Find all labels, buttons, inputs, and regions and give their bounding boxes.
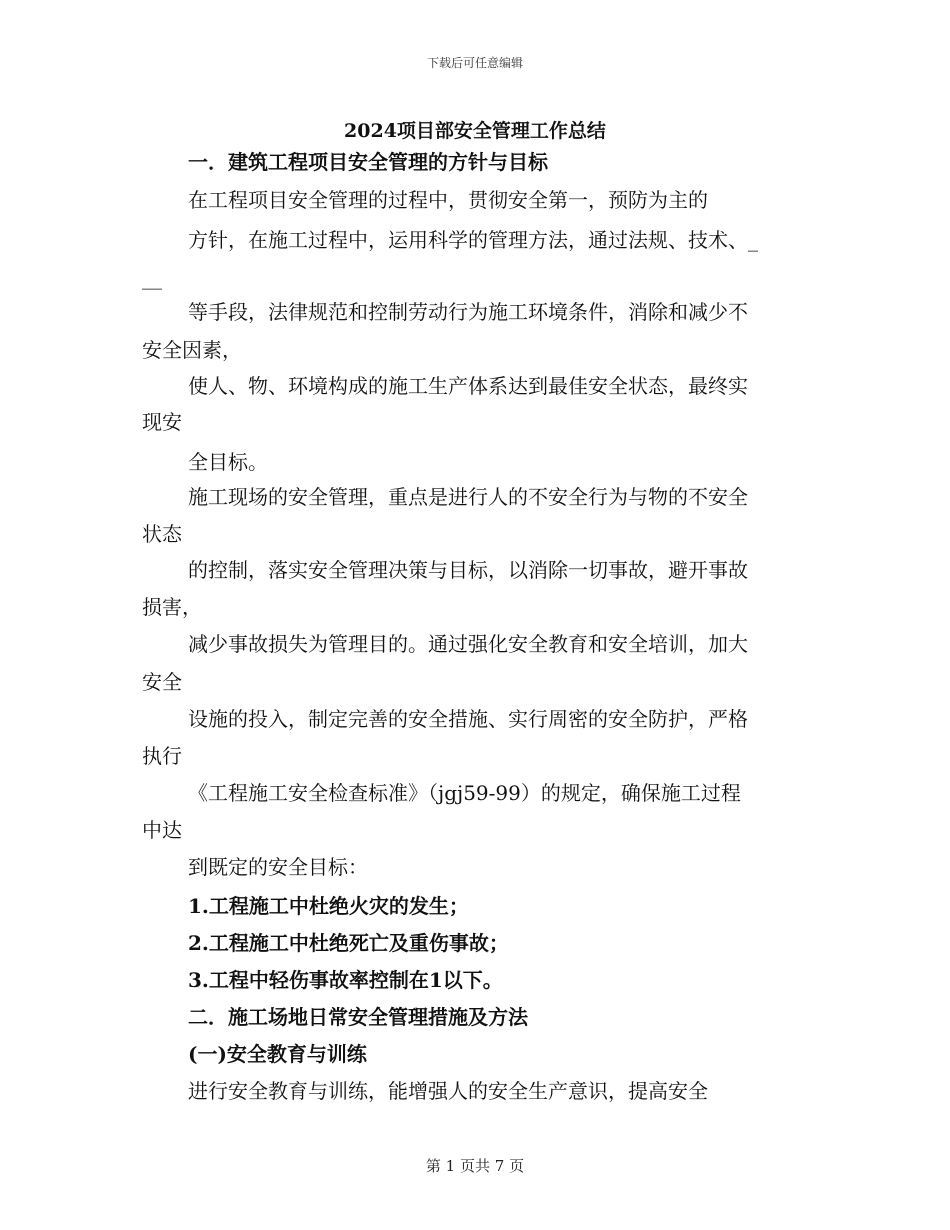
paragraph-line: 在工程项目安全管理的过程中，贯彻安全第一，预防为主的 [188,188,708,212]
paragraph-line: 等手段，法律规范和控制劳动行为施工环境条件，消除和减少不 [188,300,748,324]
paragraph-line: 的控制，落实安全管理决策与目标，以消除一切事故，避开事故 [188,558,748,582]
goal-item: 2.工程施工中杜绝死亡及重伤事故； [188,931,509,955]
paragraph-line: 进行安全教育与训练，能增强人的安全生产意识，提高安全 [188,1079,708,1103]
paragraph-line: 全目标。 [188,450,268,474]
paragraph-line: 损害， [142,595,202,619]
paragraph-line: 到既定的安全目标： [188,855,368,879]
paragraph-line: 《工程施工安全检查标准》（jgj59-99）的规定，确保施工过程 [188,781,741,805]
goal-item: 3.工程中轻伤事故率控制在1以下。 [188,968,503,992]
paragraph-line: 使人、物、环境构成的施工生产体系达到最佳安全状态，最终实 [188,374,748,398]
section-heading-2: 二．施工场地日常安全管理措施及方法 [188,1005,528,1029]
header-note: 下载后可任意编辑 [426,56,523,70]
paragraph-line: 执行 [142,744,182,768]
section-heading-1: 一．建筑工程项目安全管理的方针与目标 [188,150,548,174]
goal-item: 1.工程施工中杜绝火灾的发生； [188,894,469,918]
document-title: 2024项目部安全管理工作总结 [344,120,606,142]
paragraph-line: 安全因素， [142,338,242,362]
paragraph-line: __ [142,266,162,290]
paragraph-line: 设施的投入，制定完善的安全措施、实行周密的安全防护，严格 [188,707,748,731]
paragraph-line: 方针，在施工过程中，运用科学的管理方法，通过法规、技术、_ [188,228,758,252]
paragraph-line: 中达 [142,818,182,842]
paragraph-line: 减少事故损失为管理目的。通过强化安全教育和安全培训，加大 [188,632,748,656]
subsection-heading: (一)安全教育与训练 [188,1042,367,1066]
paragraph-line: 施工现场的安全管理，重点是进行人的不安全行为与物的不安全 [188,485,748,509]
paragraph-line: 状态 [142,522,182,546]
paragraph-line: 安全 [142,670,182,694]
paragraph-line: 现安 [142,410,182,434]
page-number-footer: 第 1 页共 7 页 [425,1157,525,1175]
